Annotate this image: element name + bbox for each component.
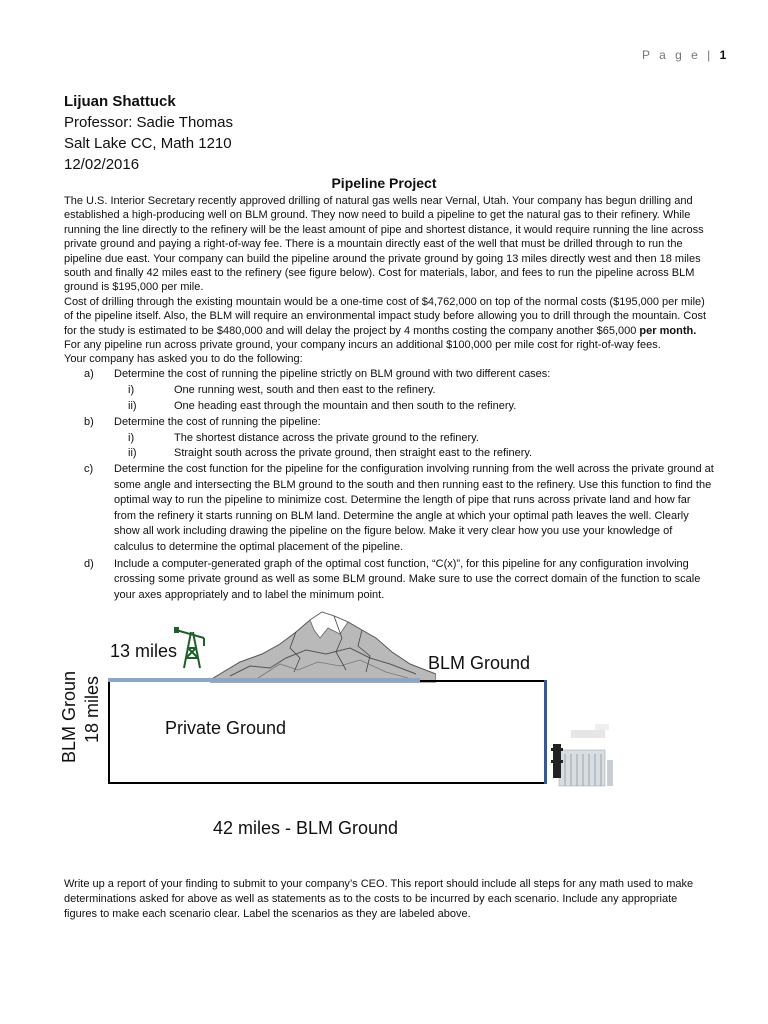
list-item-text: One heading east through the mountain and then south to the refinery.: [174, 399, 517, 412]
course-line: Salt Lake CC, Math 1210: [64, 135, 232, 152]
date-line: 12/02/2016: [64, 156, 140, 173]
label-42-miles: 42 miles - BLM Ground: [213, 818, 399, 838]
private-ground-paragraph: For any pipeline run across private ground, your company incurs an additional $100,000 per mile cost for right-of-way fees.: [64, 339, 661, 352]
refinery-icon: [551, 720, 615, 788]
list-marker: i): [128, 431, 135, 444]
list-item: [84, 367, 714, 381]
page-number-header: [642, 48, 726, 62]
mountain-icon: [210, 608, 436, 684]
list-item-text: Determine the cost function for the pipeline for the configuration involving running from the well across the private ground at some angle and intersecting the BLM ground to the south and then running east to the refinery. Use this function to find the optimal way to run the pipeline to minimize cost. Determine the length of pipe that runs across private land and how far from the refinery it starts running on BLM land. Determine the angle at which your optimal path leaves the well. Clearly show all work including drawing the pipeline on the figure below. Make it very clear how you use your knowledge of calculus to determine the optimal placement of the pipeline.: [114, 463, 714, 553]
professor-line: Professor: Sadie Thomas: [64, 114, 233, 131]
task-intro-paragraph: Your company has asked you to do the following:: [64, 353, 303, 366]
label-blm-ground-left: BLM Groun: [59, 670, 79, 763]
list-item: [84, 446, 714, 460]
list-marker: i): [128, 383, 135, 396]
footer-instructions: Write up a report of your finding to submit to your company’s CEO. This report should include all steps for any math used to make determinations asked for above as well as statements as to the costs to be incurred by each scenario. Include any appropriate figures to make each scenario clear. Label the scenarios as they are labeled above.: [64, 878, 694, 920]
private-ground-right-edge: [544, 680, 547, 784]
list-marker: d): [84, 557, 94, 570]
label-private-ground: Private Ground: [165, 718, 287, 738]
list-marker: ii): [128, 399, 137, 412]
list-item: [84, 431, 714, 445]
page-label: P a g e: [642, 48, 701, 62]
list-item-text: Include a computer-generated graph of the optimal cost function, “C(x)”, for this pipeline for any configuration involving crossing some private ground as well as some BLM ground. Make sure to use the correct domain of the function to scale your axes appropriately and to label the minimum point.: [114, 557, 701, 601]
list-item-text: Determine the cost of running the pipeline:: [114, 415, 321, 428]
list-marker: a): [84, 367, 94, 380]
page-separator: |: [700, 48, 720, 62]
private-ground-top-edge: [108, 678, 420, 682]
list-item: [84, 415, 714, 429]
list-item-text: The shortest distance across the private ground to the refinery.: [174, 431, 479, 444]
list-item: [84, 399, 714, 413]
list-item: [84, 557, 714, 604]
label-13-miles: 13 miles: [110, 641, 178, 661]
intro-paragraph: The U.S. Interior Secretary recently approved drilling of natural gas wells near Vernal, Utah. Your company has begun drilling and established a high-producing well on BLM ground. They now need to build a pipeline to get the natural gas to their refinery. While running the line directly to the refinery will be the least amount of pipe and shortest distance, it would require running the line across private ground and paying a right-of-way fee. There is a mountain directly east of the well that must be drilled through to run the pipeline due east. Your company can build the pipeline around the private ground by going 13 miles directly west and then 18 miles south and finally 42 miles east to the refinery (see figure below). Cost for materials, labor, and fees to run the pipeline across BLM ground is $195,000 per mile.: [64, 195, 704, 294]
list-marker: c): [84, 463, 94, 476]
mountain-cost-text: Cost of drilling through the existing mountain would be a one-time cost of $4,762,000 on top of the normal costs ($195,000 per mile) of the pipeline itself. Also, the BLM will require an environmental impact study before allowing you to drill through the mountain. Cost for the study is estimated to be $480,000 and will delay the project by 4 months costing the company another $65,000: [64, 295, 707, 337]
list-item: [84, 462, 714, 555]
list-marker: ii): [128, 447, 137, 460]
document-body: [64, 194, 714, 605]
oil-derrick-icon: [174, 624, 210, 670]
list-marker: b): [84, 415, 94, 428]
task-list: [64, 367, 714, 603]
author-name: Lijuan Shattuck: [64, 93, 176, 110]
label-18-miles: 18 miles: [82, 675, 102, 743]
page-title: Pipeline Project: [331, 175, 437, 191]
list-item: [84, 383, 714, 397]
list-item-text: Straight south across the private ground, then straight east to the refinery.: [174, 447, 533, 460]
label-blm-ground-right: BLM Ground: [428, 653, 531, 673]
mountain-cost-paragraph: [64, 295, 714, 338]
page-number: 1: [719, 48, 727, 62]
mountain-cost-emphasis: per month.: [639, 324, 697, 337]
list-item-text: Determine the cost of running the pipeline strictly on BLM ground with two different cases:: [114, 367, 551, 380]
list-item-text: One running west, south and then east to the refinery.: [174, 383, 436, 396]
